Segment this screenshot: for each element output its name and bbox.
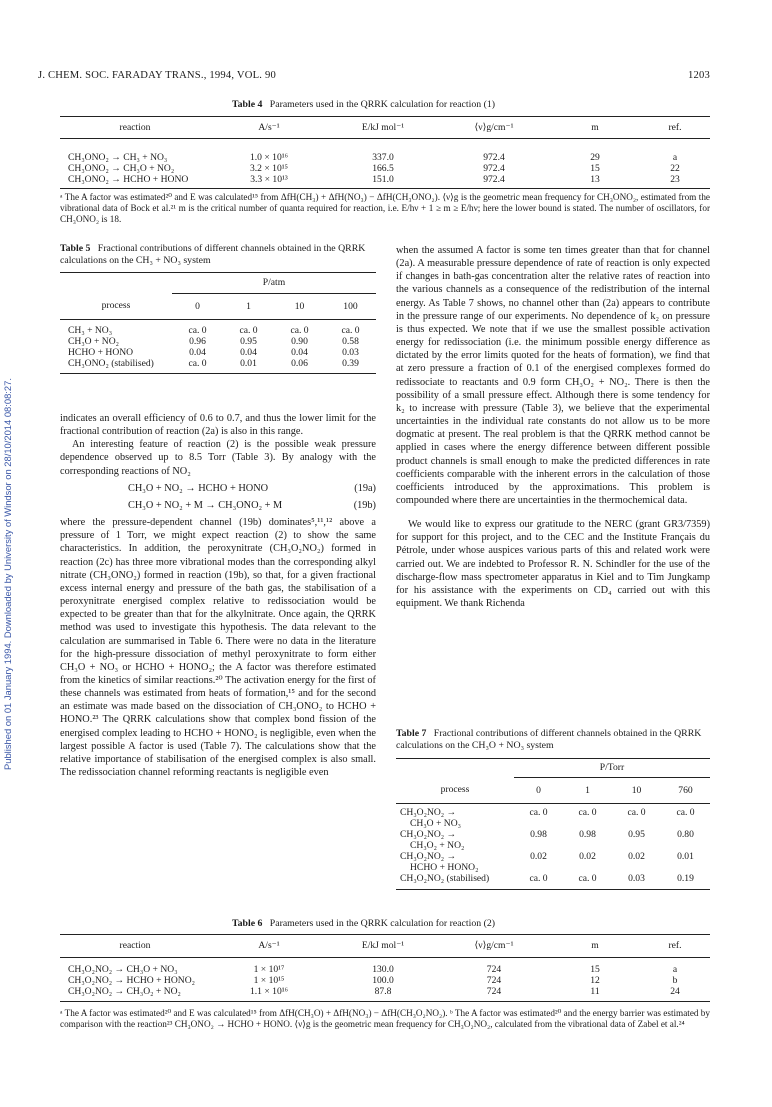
table6-cell: CH₃O₂NO₂ → CH₃O₂ + NO₂ [68, 985, 181, 997]
table7-reactant: CH₃O₂NO₂ → [400, 851, 457, 862]
table6-col-nu: ⟨ν⟩g/cm⁻¹ [474, 940, 514, 952]
table7-group-header: P/Torr [514, 759, 710, 777]
table7-caption-num: Table 7 [396, 728, 427, 739]
table4-cell: 15 [590, 163, 600, 174]
table5-cell: ca. 0 [290, 325, 309, 336]
table6-cell: 12 [590, 974, 600, 986]
equation-19b-number: (19b) [353, 499, 376, 511]
table4-cell: 972.4 [483, 152, 505, 163]
table4 [60, 116, 710, 189]
table7-cell: 0.80 [677, 829, 694, 840]
table7-products: CH₃O₂ + NO₂ [410, 840, 465, 851]
table7-caption-text: Fractional contributions of different channels obtained in the QRRK calculations on the CH₃O + NO₃ system [396, 728, 702, 751]
table6-footnote: ᵃ The A factor was estimated²⁰ and E was calculated¹⁵ from ΔfH(CH₃O) + ΔfH(NO₃) − ΔfH(CH₃O₂NO₂). ᵇ The A factor was estimated²⁰ and the energy barrier was estimated by comparison with the reaction²³ CH₃ONO₂ → HCHO + HONO. ⟨ν⟩g is the geometric mean frequency for CH₃O₂NO₂, calculated from the vibrational data of Zabel et al.²⁴ [60, 1008, 710, 1030]
table7-cell: 0.98 [579, 829, 596, 840]
table4-col-a: A/s⁻¹ [258, 121, 280, 133]
table6-cell: 724 [486, 963, 502, 975]
table4-cell: 972.4 [483, 163, 505, 174]
equation-19a-text: CH₃O + NO₂ → HCHO + HONO [128, 482, 269, 494]
download-watermark-text: Published on 01 January 1994. Downloaded by University of Windsor on 28/10/2014 08:08:27. [2, 378, 13, 770]
table4-cell: 23 [670, 174, 680, 185]
table7-cell: 0.03 [628, 873, 645, 884]
table6-cell: 15 [590, 963, 600, 975]
table5-cell: 0.58 [342, 336, 359, 347]
table7-process-cell [396, 851, 514, 873]
table4-caption-num: Table 4 [232, 99, 263, 110]
table4-cell: 151.0 [372, 174, 394, 185]
table6-grid [60, 935, 710, 1001]
table4-col-e: E/kJ mol⁻¹ [361, 121, 405, 133]
table-row [396, 851, 710, 873]
table6-cell: CH₃O₂NO₂ → CH₃O + NO₃ [68, 963, 178, 975]
table6-col-a: A/s⁻¹ [258, 940, 280, 952]
table7-grid [396, 759, 710, 889]
table5-cell: 0.04 [291, 347, 308, 358]
table6-caption [232, 918, 495, 930]
table5-caption-num: Table 5 [60, 243, 91, 254]
table7 [396, 758, 710, 890]
acknowledgements-paragraph: We would like to express our gratitude to the NERC (grant GR3/7359) for support for this project, and to the CEC and the Institute Français du Pétrole, under whose auspices various parts of this and related work were carried out. We are indebted to Professor R. N. Schindler for the use of the discharge-flow mass spectrometer apparatus in Kiel and to Tim Jungkamp for his assistance with the experiments on CD₄ carried out with this equipment. We thank Richenda [396, 519, 710, 610]
table6-cell: 724 [486, 974, 502, 986]
table-row [60, 174, 710, 188]
equation-19b-text: CH₃O + NO₂ + M → CH₃ONO₂ + M [128, 499, 283, 511]
table6-cell: 1.1 × 10¹⁶ [249, 985, 288, 997]
table5 [60, 272, 376, 374]
table4-cell: 13 [590, 174, 600, 185]
table7-cell: CH₃O₂NO₂ (stabilised) [400, 873, 490, 884]
table-row [60, 325, 376, 336]
table7-products: HCHO + HONO₂ [410, 862, 479, 873]
table5-grid [60, 273, 376, 373]
table4-col-nu: ⟨ν⟩g/cm⁻¹ [474, 121, 514, 133]
table7-products: CH₃O + NO₃ [410, 818, 462, 829]
table4-cell: CH₃ONO₂ → CH₃O + NO₂ [68, 163, 175, 174]
table6-cell: 1 × 10¹⁷ [253, 963, 285, 975]
table5-cell: CH₃ + NO₃ [68, 325, 113, 336]
table7-col-1: 1 [585, 784, 590, 796]
table6-col-ref: ref. [668, 940, 682, 952]
table6-cell: 100.0 [372, 974, 394, 986]
table6-col-e: E/kJ mol⁻¹ [361, 940, 405, 952]
table6-cell: b [672, 974, 678, 986]
table7-process-cell [396, 829, 514, 851]
table5-group-header: P/atm [172, 273, 376, 293]
table7-cell: ca. 0 [578, 807, 597, 818]
table7-process-cell [396, 807, 514, 829]
table4-cell: 1.0 × 10¹⁶ [249, 152, 288, 163]
table-row [60, 163, 710, 174]
table7-col-0: 0 [536, 784, 541, 796]
table7-col-10: 10 [631, 784, 642, 796]
table4-cell: 337.0 [372, 152, 394, 163]
table5-caption [60, 243, 376, 267]
table5-cell: ca. 0 [188, 325, 207, 336]
table-row [396, 807, 710, 829]
table4-cell: CH₃ONO₂ → HCHO + HONO [68, 174, 189, 185]
table5-cell: CH₃O + NO₂ [68, 336, 120, 347]
table7-cell: 0.01 [677, 851, 694, 862]
table4-grid [60, 117, 710, 188]
table-row [396, 873, 710, 889]
table6-header-row [60, 935, 710, 957]
journal-name: J. CHEM. SOC. FARADAY TRANS., 1994, VOL. 90 [38, 70, 276, 81]
right-column-text [396, 244, 710, 610]
table4-col-reaction: reaction [119, 121, 151, 133]
table5-cell: 0.06 [291, 358, 308, 369]
table-row [60, 975, 710, 986]
table5-cell: ca. 0 [188, 358, 207, 369]
right-paragraph-1: when the assumed A factor is some ten times greater than that for channel (2a). A measurable pressure dependence of rate of reaction is only expected if changes in bath-gas concentration alter the relative rates of reaction into the various channels as a consequence of the redistribution of the internal energy. As Table 7 shows, no channel other than (2a) appears to contribute in the pressure range of our experiments. No dependence of k₂ on pressure is thus expected. We note that if we use the smallest possible activation energy for redissociation (i.e. the minimum possible energy difference as dictated by the error limits quoted for the heats of formation), we find that at zero pressure a fraction of 0.1 of the energised complexes formed do redissociate to reactants and 0.9 form CH₃O₂ + NO₂. There is then the possibility of a small pressure effect. Although there is some tendency for k₂ to increase with pressure (Table 3), we believe that the experimental uncertainties in the individual rate constants do not allow us to be more dogmatic at present. The real problem is that the QRRK method cannot be applied in cases where the energy difference between different possible product channels is small enough to make the predicted differences in rate coefficients comparable with the inherent errors in the calculation of those coefficients introduced by the approximations. This problem is compounded where there are uncertainties in the thermochemical data. [396, 245, 710, 506]
left-column-text [60, 412, 376, 779]
table5-cell: 0.90 [291, 336, 308, 347]
table5-col-0: 0 [195, 300, 200, 312]
table7-cell: ca. 0 [578, 873, 597, 884]
table-row [60, 336, 376, 347]
table6-col-reaction: reaction [119, 940, 151, 952]
table7-caption [396, 728, 710, 752]
table7-cell: ca. 0 [627, 807, 646, 818]
table7-cell: ca. 0 [529, 807, 548, 818]
table4-cell: 3.2 × 10¹⁵ [249, 163, 288, 174]
table-row [60, 964, 710, 975]
table5-header-row [60, 293, 376, 319]
table6-caption-num: Table 6 [232, 918, 263, 929]
table4-cell: 29 [590, 152, 600, 163]
table7-reactant: CH₃O₂NO₂ → [400, 829, 457, 840]
table7-cell: 0.02 [628, 851, 645, 862]
table5-cell: 0.95 [240, 336, 257, 347]
table7-cell: 0.02 [579, 851, 596, 862]
table6-cell: 11 [590, 985, 600, 997]
table5-cell: 0.39 [342, 358, 359, 369]
table7-col-760: 760 [678, 784, 693, 796]
table6 [60, 934, 710, 1002]
journal-header [38, 70, 710, 88]
table4-cell: CH₃ONO₂ → CH₃ + NO₃ [68, 152, 168, 163]
table-row [60, 347, 376, 358]
download-watermark [2, 250, 22, 770]
table6-caption-text: Parameters used in the QRRK calculation for reaction (2) [269, 918, 496, 929]
table6-cell: 87.8 [374, 985, 392, 997]
table6-cell: 1 × 10¹⁵ [253, 974, 285, 986]
equation-19b [60, 499, 376, 512]
table5-caption-text: Fractional contributions of different channels obtained in the QRRK calculations on the CH₃ + NO₃ system [60, 243, 366, 266]
table7-cell: 0.98 [530, 829, 547, 840]
table7-cell: 0.02 [530, 851, 547, 862]
table4-cell: 3.3 × 10¹³ [250, 174, 288, 185]
table4-footnote: ᵃ The A factor was estimated²⁰ and E was calculated¹⁵ from ΔfH(CH₃) + ΔfH(NO₃) − ΔfH(CH₃ONO₂). ⟨ν⟩g is the geometric mean frequency for CH₃ONO₂, estimated from the vibrational data of Bock et al.²¹ m is the critical number of quanta required for reaction, i.e. E/hν + 1 ≥ m ≥ E/hν; here the lower bound is stated. The number of oscillators, for CH₃ONO₂ is 18. [60, 192, 710, 225]
table5-col-100: 100 [343, 300, 358, 312]
table6-col-m: m [591, 940, 599, 952]
table4-cell: 166.5 [372, 163, 394, 174]
table7-cell: ca. 0 [676, 807, 695, 818]
table4-header-row [60, 117, 710, 138]
left-paragraph-3: where the pressure-dependent channel (19b) dominates⁵,¹¹,¹² above a pressure of 1 Torr, we might expect reaction (2) to show the same characteristics. In addition, the peroxynitrate (CH₃O₂NO₂) formed in reaction (2c) has three more vibrational modes than the corresponding alkyl nitrate (CH₃ONO₂) formed in reaction (19b), so that, for a given fractional excess internal energy and pressure of the bath gas, the stabilisation of a peroxynitrate energised complex relative to redissociation would be expected to be greater than that for the alkylnitrate. Once again, the QRRK method was used to investigate this hypothesis. The data relevant to the calculation are summarised in Table 6. There were no data in the literature for the high-pressure dissociation of methyl peroxynitrate to form either CH₃O + NO₃ or HCHO + HONO₂; the A factor was therefore estimated from the kinetics of similar reactions.²⁰ The activation energy for the first of these channels was estimated from heats of formation,¹⁵ and for the second an estimate was made based on the dissociation of CH₃ONO₂ to HCHO + HONO.²³ The QRRK calculations show that complex bond fission of the energised complex leading to HCHO + HONO₂ is negligible, even when the largest possible A factor is used (Table 7). The calculations show that the relative importance of stabilisation of the energised complex is also small. The redissociation channel reforming reactants is negligible even [60, 517, 376, 779]
table5-col-1: 1 [246, 300, 251, 312]
table4-col-ref: ref. [668, 121, 682, 133]
table5-cell: CH₃ONO₂ (stabilised) [68, 358, 154, 369]
table4-cell: a [672, 152, 678, 163]
table6-cell: CH₃O₂NO₂ → HCHO + HONO₂ [68, 974, 195, 986]
table4-col-m: m [591, 121, 599, 133]
table5-cell: ca. 0 [341, 325, 360, 336]
table7-col-process: process [440, 784, 470, 796]
table5-col-10: 10 [294, 300, 305, 312]
left-paragraph-2: An interesting feature of reaction (2) is the possible weak pressure dependence observed up to 8.5 Torr (Table 3). By analogy with the corresponding reactions of NO₂ [60, 439, 376, 477]
table7-header-row [396, 777, 710, 803]
equation-19a-number: (19a) [354, 482, 376, 494]
left-paragraph-1: indicates an overall efficiency of 0.6 to 0.7, and thus the lower limit for the fractional contribution of reaction (2a) is also in this range. [60, 413, 376, 438]
table4-caption-text: Parameters used in the QRRK calculation for reaction (1) [269, 99, 496, 110]
table5-cell: 0.01 [240, 358, 257, 369]
table-row [60, 152, 710, 163]
table6-cell: a [672, 963, 678, 975]
table4-cell: 972.4 [483, 174, 505, 185]
table6-cell: 724 [486, 985, 502, 997]
table6-cell: 24 [670, 985, 680, 997]
equation-19a [60, 482, 376, 495]
table5-cell: 0.96 [189, 336, 206, 347]
table7-cell: ca. 0 [529, 873, 548, 884]
table7-cell: 0.95 [628, 829, 645, 840]
table7-cell: 0.19 [677, 873, 694, 884]
table5-cell: ca. 0 [239, 325, 258, 336]
table-row [60, 358, 376, 373]
table5-cell: 0.04 [240, 347, 257, 358]
table7-reactant: CH₃O₂NO₂ → [400, 807, 457, 818]
table5-cell: 0.04 [189, 347, 206, 358]
table5-col-process: process [101, 300, 131, 312]
table4-cell: 22 [670, 163, 680, 174]
page-number: 1203 [688, 70, 710, 81]
table-row [396, 829, 710, 851]
table-row [60, 986, 710, 1001]
table5-cell: 0.03 [342, 347, 359, 358]
table4-caption [232, 99, 495, 111]
table6-cell: 130.0 [372, 963, 394, 975]
table5-cell: HCHO + HONO [68, 347, 134, 358]
